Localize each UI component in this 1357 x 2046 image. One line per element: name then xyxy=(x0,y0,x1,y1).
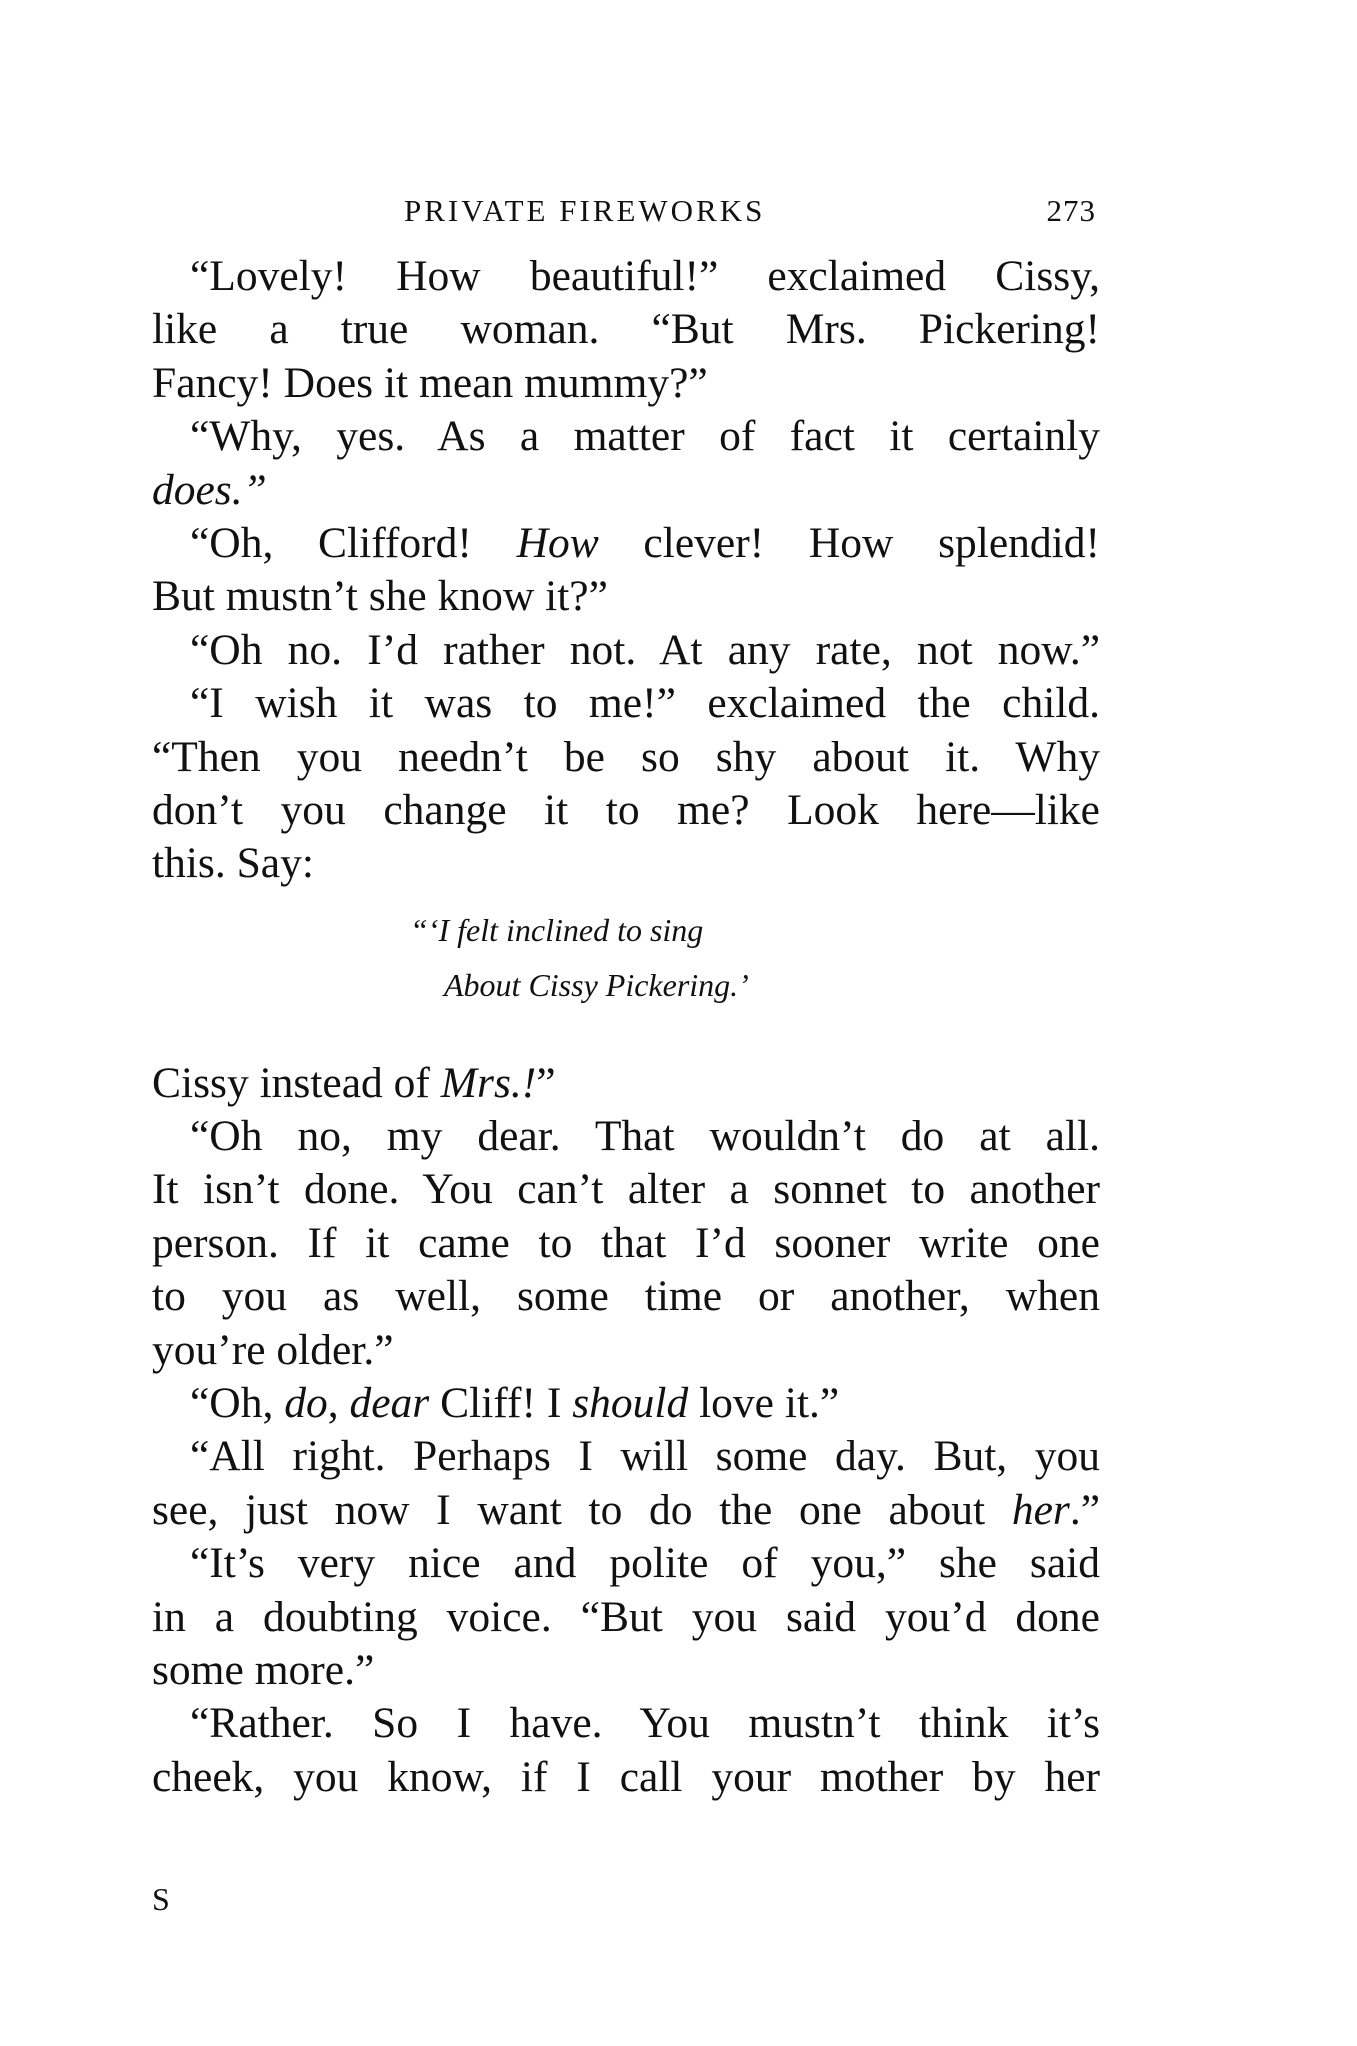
text-run: “Oh, xyxy=(190,1379,285,1428)
verse-line: About Cissy Pickering.’ xyxy=(444,966,749,1003)
italic-word: do xyxy=(284,1379,328,1428)
text-line: you’re older.” xyxy=(152,1325,394,1374)
text-run: Cissy instead of xyxy=(152,1058,441,1107)
text-line: Fancy! Does it mean mummy?” xyxy=(152,358,708,407)
text-run: see, just now I want to do the one about xyxy=(152,1485,1012,1534)
text-run: ” xyxy=(536,1058,556,1107)
text-line: person. If it came to that I’d sooner write one xyxy=(152,1218,1100,1267)
text-run: clever! How splendid! xyxy=(598,518,1100,567)
text-line: “Oh no. I’d rather not. At any rate, not now.” xyxy=(190,625,1100,674)
italic-word: should xyxy=(572,1379,689,1428)
text-line xyxy=(152,1484,1100,1537)
text-line: “Why, yes. As a matter of fact it certainly xyxy=(190,412,1100,461)
text-line: to you as well, some time or another, when xyxy=(152,1272,1100,1321)
page-header xyxy=(404,193,1124,233)
italic-word: does.” xyxy=(152,465,267,514)
text-line: some more.” xyxy=(152,1645,375,1694)
text-run: .” xyxy=(1069,1485,1100,1534)
signature-mark: S xyxy=(152,1881,170,1917)
text-run: Cliff! I xyxy=(429,1379,573,1428)
text-run: , xyxy=(327,1379,350,1428)
text-line: like a true woman. “But Mrs. Pickering! xyxy=(152,305,1100,354)
text-line xyxy=(152,464,1100,517)
text-line xyxy=(152,1057,1100,1110)
text-line xyxy=(152,517,1100,570)
text-line: “Lovely! How beautiful!” exclaimed Cissy, xyxy=(190,252,1100,300)
text-run: “Oh, Clifford! xyxy=(190,518,517,567)
text-line xyxy=(152,1377,1100,1430)
text-line: But mustn’t she know it?” xyxy=(152,572,608,621)
running-title: PRIVATE FIREWORKS xyxy=(404,193,766,228)
text-line: “It’s very nice and polite of you,” she said xyxy=(190,1539,1100,1588)
text-line: cheek, you know, if I call your mother by her xyxy=(152,1752,1100,1801)
italic-word: Mrs.! xyxy=(440,1058,537,1107)
text-line: this. Say: xyxy=(152,839,314,888)
text-run: love it.” xyxy=(688,1379,840,1428)
italic-word: dear xyxy=(349,1379,430,1428)
page-number: 273 xyxy=(1046,193,1096,228)
text-line: don’t you change it to me? Look here—like xyxy=(152,785,1100,834)
italic-word: How xyxy=(516,518,599,567)
body-text xyxy=(152,250,1100,1804)
text-line: “I wish it was to me!” exclaimed the child. xyxy=(190,679,1100,728)
text-line: in a doubting voice. “But you said you’d done xyxy=(152,1592,1100,1641)
italic-word: her xyxy=(1011,1485,1070,1534)
text-line: “Then you needn’t be so shy about it. Why xyxy=(152,732,1100,781)
text-line: “All right. Perhaps I will some day. But, you xyxy=(190,1432,1100,1481)
verse-line: “‘I felt inclined to sing xyxy=(410,911,704,948)
text-line: It isn’t done. You can’t alter a sonnet to another xyxy=(152,1165,1100,1214)
text-line: “Oh no, my dear. That wouldn’t do at all. xyxy=(190,1112,1100,1161)
text-line: “Rather. So I have. You mustn’t think it’s xyxy=(190,1699,1100,1748)
verse-block xyxy=(152,903,1100,1013)
